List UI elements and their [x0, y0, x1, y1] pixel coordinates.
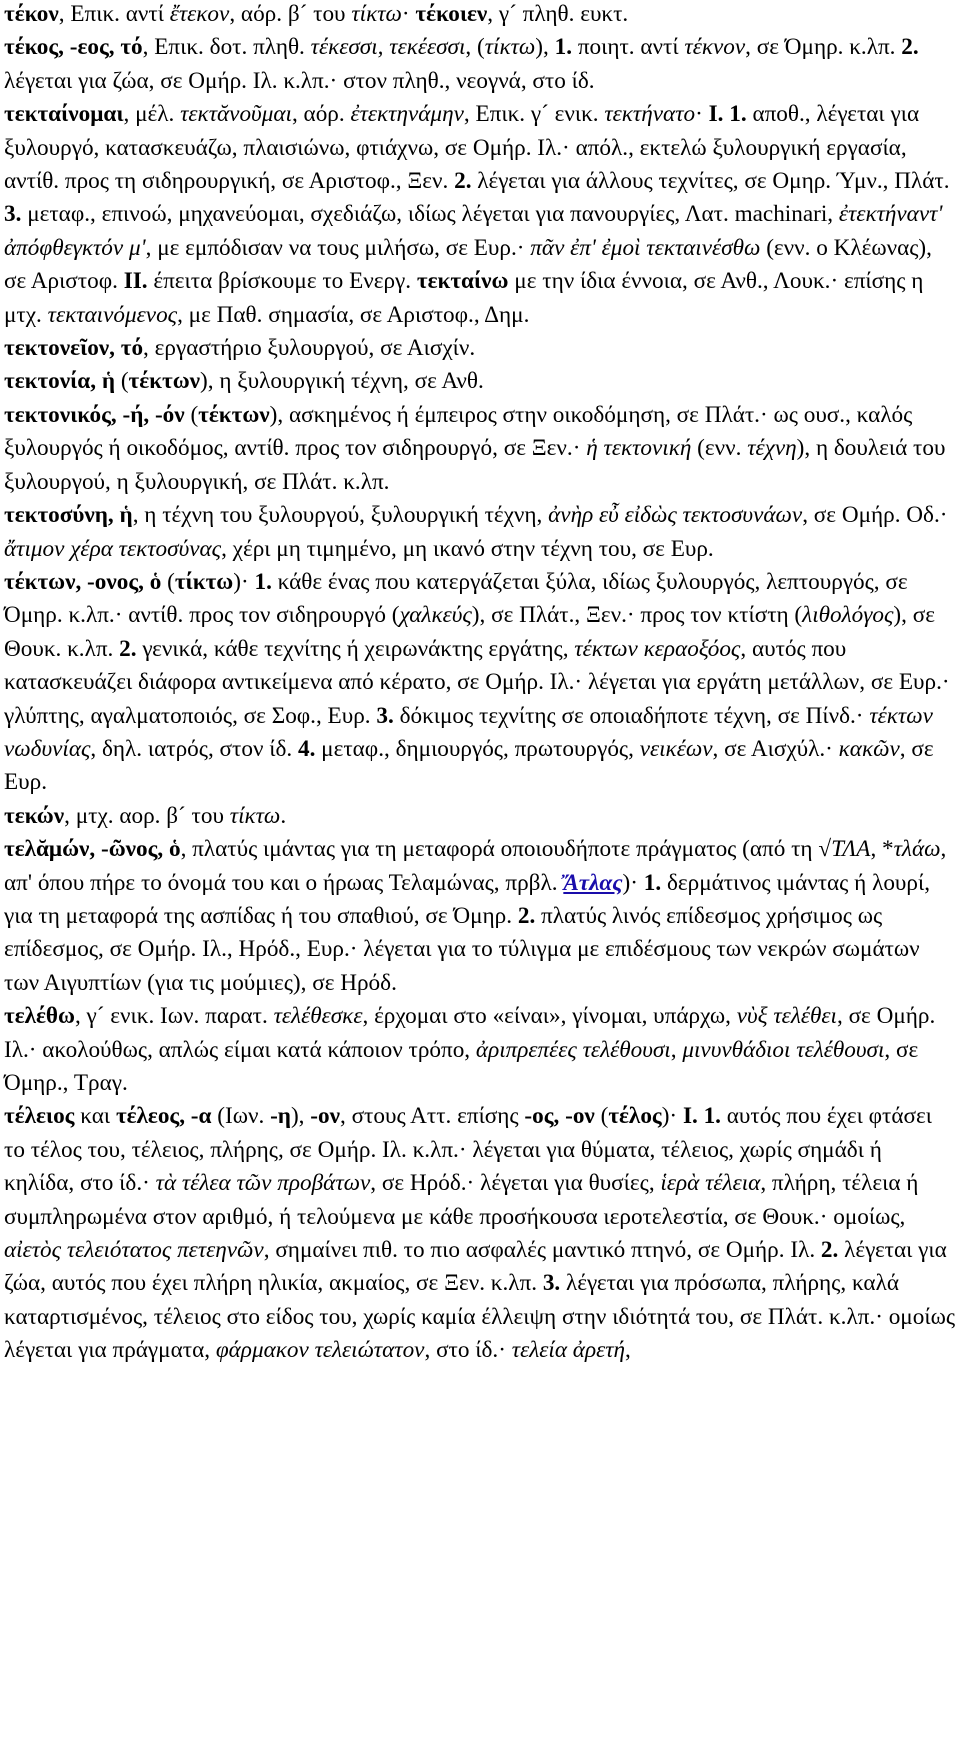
entry-text: ), σε Θουκ. κ.λπ. [4, 602, 935, 662]
entry-text: )· [661, 1103, 683, 1130]
bold-text: τεκτονεῖον, τό [4, 335, 144, 362]
dictionary-entry-tektonia [4, 365, 956, 398]
dictionary-entry-tektainomai [4, 98, 956, 332]
italic-text: τίκτω [484, 34, 536, 61]
entry-text: λέγεται για πρόσωπα, πλήρης, καλά καταρτισμένος, τέλειος στο είδος του, χωρίς καμία έλλειψη στην ιδιότητά του, σε Πλάτ. κ.λπ.· ομοίως λέγεται για πράγματα, [4, 1270, 956, 1364]
entry-text: , * [870, 836, 894, 863]
bold-text: -ον [310, 1103, 340, 1130]
italic-text: κακῶν [838, 735, 900, 762]
italic-text: πᾶν ἐπ' ἐμοὶ τεκταινέσθω [530, 234, 761, 261]
bold-text: τέκτων, -ονος, ὁ [4, 568, 162, 595]
bold-text: τέκτων [198, 401, 270, 428]
entry-text: ), ασκημένος ή έμπειρος στην οικοδόμηση, σε Πλάτ.· ως ουσ., καλός ξυλουργός ή οικοδόμος, αντίθ. προς τον σιδηρουργό, σε Ξεν.· [4, 401, 913, 462]
bold-text: τίκτω [174, 568, 234, 595]
bold-text: I. 1. [682, 1103, 721, 1130]
italic-text: τελέθεσκε [273, 1003, 363, 1030]
italic-text: λιθολόγος [802, 602, 894, 629]
entry-text: , Επικ. αντί [58, 1, 170, 27]
entry-text: πλατύς λινός επίδεσμος χρήσιμος ως επίδεσμος, σε Ομήρ. Ιλ., Ηρόδ., Ευρ.· λέγεται για το τύλιγμα με επιδέσμους των νεκρών σωμάτων των Αιγυπτίων (για τις μούμιες), σε Ηρόδ. [4, 902, 920, 996]
entry-text: με την ίδια έννοια, σε Ανθ., Λουκ.· επίσης η μτχ. [4, 268, 924, 328]
bold-text: 4. [297, 735, 316, 762]
entry-text: , σε Όμηρ., Τραγ. [4, 1036, 919, 1096]
entry-text: ), η ξυλουργική τέχνη, σε Ανθ. [200, 368, 484, 395]
entry-text: , αυτός που κατασκευάζει διάφορα αντικείμενα από κέρατο, σε Ομήρ. Ιλ.· λέγεται για εργάτη μετάλλων, σε Ευρ.· γλύπτης, αγαλματοποιός, σε Σοφ., Ευρ. [4, 635, 950, 729]
entry-text: , σε Ομήρ. Ιλ.· ακολούθως, απλώς είμαι κατά κάποιον τρόπο, [4, 1003, 936, 1063]
entry-text: ), [290, 1103, 311, 1130]
entry-text: , Επικ. γ´ ενικ. [463, 101, 605, 128]
entry-text: (Ιων. [211, 1103, 271, 1130]
italic-text: τεκτᾰνοῦμαι [180, 101, 292, 128]
italic-text: μινυνθάδιοι τελέθουσι [682, 1036, 885, 1063]
entry-text: μεταφ., δημιουργός, πρωτουργός, [315, 735, 640, 762]
bold-text: 1. [643, 869, 662, 896]
entry-text: , αόρ. β´ του [229, 1, 352, 27]
italic-text: ἡ τεκτονική [586, 435, 692, 462]
entry-text: ( [184, 401, 199, 428]
entry-text: . [280, 802, 287, 829]
entry-text: , πλατύς ιμάντας για τη μεταφορά οποιουδήποτε πράγματος (από τη √ [180, 836, 832, 863]
entry-text: , σε Ηρόδ.· λέγεται για θυσίες, [370, 1170, 661, 1197]
entry-text: )· [622, 869, 644, 896]
entry-text: )· [233, 568, 255, 595]
bold-text: II. [123, 268, 148, 295]
entry-text: ), [535, 34, 555, 61]
italic-text: τελεία ἀρετή [511, 1337, 626, 1364]
bold-text: 2. [119, 635, 137, 662]
bold-text: τέλος [608, 1103, 662, 1130]
bold-text: 2. [454, 168, 472, 195]
entry-text: , σε Όμηρ. κ.λπ. [745, 34, 902, 61]
entry-text: , στους Αττ. επίσης [339, 1103, 525, 1130]
entry-text: , σημαίνει πιθ. το πιο ασφαλές μαντικό πτηνό, σε Ομήρ. Ιλ. [263, 1237, 821, 1264]
entry-text: , με Παθ. σημασία, σε Αριστοφ., Δημ. [177, 301, 530, 328]
dictionary-entry-tekton [4, 566, 956, 800]
entry-text: , με εμπόδισαν να τους μιλήσω, σε Ευρ.· [145, 234, 531, 261]
italic-text: ἐτεκτηνάμην [350, 101, 464, 128]
dictionary-entry-tekon2 [4, 800, 956, 833]
bold-text: τελέθω [4, 1003, 75, 1030]
entry-text: , γ´ πληθ. ευκτ. [487, 1, 629, 27]
bold-text: I. 1. [708, 101, 747, 128]
italic-text: ἔτεκον [169, 1, 230, 27]
entry-text: λέγεται για ζώα, αυτός που έχει πλήρη ηλικία, ακμαίος, σε Ξεν. κ.λπ. [4, 1237, 947, 1297]
bold-text: τέλειος [4, 1103, 75, 1130]
italic-text: τλάω [893, 836, 941, 863]
dictionary-entry-tektosyne [4, 499, 956, 566]
entry-text: γενικά, κάθε τεχνίτης ή χειρωνάκτης εργάτης, [136, 635, 575, 662]
bold-text: 3. [4, 201, 22, 228]
italic-text: ἱερὰ τέλεια [660, 1170, 761, 1197]
bold-text: 1. [554, 34, 573, 61]
bold-text: τελᾰμών, -ῶνος, ὁ [4, 836, 181, 863]
entry-text: , αόρ. [291, 101, 351, 128]
entry-text: ( [594, 1103, 609, 1130]
italic-text: τίκτω [229, 802, 281, 829]
entry-text: ( [161, 568, 175, 595]
italic-text: φάρμακον τελειώτατον [215, 1337, 425, 1364]
entry-text: · [695, 101, 709, 128]
italic-text: ἀνὴρ εὖ εἰδὼς τεκτοσυνάων [548, 502, 803, 529]
bold-text: 2. [901, 34, 919, 61]
italic-text: τὰ τέλεα τῶν προβάτων [155, 1170, 371, 1197]
bold-text: τεκών [4, 802, 65, 829]
bold-text: τέλεος, -α [115, 1103, 212, 1130]
italic-text: ΤΛΑ [831, 836, 871, 863]
bold-text: 2. [820, 1237, 839, 1264]
entry-text: ποιητ. αντί [572, 34, 685, 61]
italic-text: ἀριπρεπέες τελέθουσι [475, 1036, 671, 1063]
bold-text: τέκοιεν [415, 1, 488, 27]
italic-text: τέχνη [747, 435, 797, 462]
entry-text: ( [115, 368, 129, 395]
bold-text: -ος, -ον [524, 1103, 595, 1130]
entry-text: (ενν. ο Κλέωνας), σε Αριστοφ. [4, 234, 932, 295]
entry-text: ), η δουλειά του ξυλουργού, η ξυλουργική, σε Πλάτ. κ.λπ. [4, 435, 946, 495]
entry-text: , εργαστήριο ξυλουργού, σε Αισχίν. [143, 335, 476, 362]
dictionary-entry-teleios [4, 1100, 956, 1367]
italic-text: χαλκεύς [399, 602, 472, 629]
entry-text: και [74, 1103, 116, 1130]
bold-text: τεκτονικός, -ή, -όν [4, 401, 185, 428]
entry-text: , απ' όπου πήρε το όνομά του και ο ήρωας Τελαμώνας, πρβλ. [4, 836, 947, 896]
bold-text: τέκτων [128, 368, 201, 395]
entry-text: · [401, 1, 416, 27]
entry-text: δερμάτινος ιμάντας ή λουρί, για τη μεταφορά της ασπίδας ή του σπαθιού, σε Όμηρ. [4, 869, 931, 929]
bold-text: τεκταίνομαι [4, 101, 124, 128]
italic-text: τεκταινόμενος [47, 301, 178, 328]
entry-text: , ( [465, 34, 485, 61]
italic-text: τεκτήνατο [604, 101, 696, 128]
bold-text: τεκτοσύνη, ἡ [4, 502, 133, 529]
entry-text: , χέρι μη τιμημένο, μη ικανό στην τέχνη του, σε Ευρ. [221, 535, 714, 562]
dictionary-entry-teletho [4, 1000, 956, 1100]
entry-text: , έρχομαι στο «είναι», γίνομαι, υπάρχω, [362, 1003, 737, 1030]
dictionary-entry-tektoneion [4, 332, 956, 365]
entry-text: , [670, 1036, 683, 1063]
italic-text: ἐτεκτήναντ' ἀπόφθεγκτόν μ' [4, 201, 943, 261]
entry-text: , γ´ ενικ. Ιων. παρατ. [74, 1003, 274, 1030]
entry-text: έπειτα βρίσκουμε το Ενεργ. [147, 268, 417, 295]
dictionary-entry-tekon [4, 0, 956, 31]
entry-text: , [625, 1337, 631, 1364]
bold-text: -η [270, 1103, 291, 1130]
bold-text: τέκον [4, 1, 59, 27]
entry-text: (ενν. [691, 435, 748, 462]
bold-text: τέκος, -εος, τό [4, 34, 143, 61]
dictionary-entry-telamon [4, 833, 956, 1000]
cross-reference-link[interactable]: Ἄτλας [563, 869, 623, 896]
entry-text: , δηλ. ιατρός, στον ίδ. [90, 735, 298, 762]
bold-text: τεκτονία, ἡ [4, 368, 116, 395]
entry-text: , μέλ. [123, 101, 181, 128]
entry-text: , σε Αισχύλ.· [712, 735, 839, 762]
entry-text: αυτός που έχει φτάσει το τέλος του, τέλειος, πλήρης, σε Ομήρ. Ιλ. κ.λπ.· λέγεται για θύματα, τέλειος, χωρίς σημάδι ή κηλίδα, στο ίδ.· [4, 1103, 932, 1197]
entry-text: λέγεται για άλλους τεχνίτες, σε Ομηρ. Ύμν., Πλάτ. [471, 168, 950, 195]
entry-text: , σε Ευρ. [4, 735, 934, 796]
italic-text: νεικέων [639, 735, 713, 762]
dictionary-entry-tektonikos [4, 399, 956, 499]
italic-text: αἰετὸς τελειότατος πετεηνῶν [4, 1237, 264, 1264]
italic-text: τέκτων νωδυνίας [4, 702, 933, 762]
entry-text: ), σε Πλάτ., Ξεν.· προς τον κτίστη ( [471, 602, 803, 629]
bold-text: 2. [517, 902, 536, 929]
entry-text: κάθε ένας που κατεργάζεται ξύλα, ιδίως ξυλουργός, λεπτουργός, σε Όμηρ. κ.λπ.· αντίθ. προς τον σιδηρουργό ( [4, 568, 908, 629]
italic-text: νὺξ τελέθει [736, 1003, 837, 1030]
entry-text: , Επικ. δοτ. πληθ. [142, 34, 311, 61]
entry-text: αποθ., λέγεται για ξυλουργό, κατασκευάζω, πλαισιώνω, φτιάχνω, σε Ομήρ. Ιλ.· απόλ., εκτελώ ξυλουργική εργασία, αντίθ. προς τη σιδηρουργική, σε Αριστοφ., Ξεν. [4, 101, 920, 195]
bold-text: τεκταίνω [416, 268, 509, 295]
entry-text: , η τέχνη του ξυλουργού, ξυλουργική τέχνη, [132, 502, 549, 529]
entry-text: , σε Ομήρ. Οδ.· [802, 502, 948, 529]
entry-text: μεταφ., επινοώ, μηχανεύομαι, σχεδιάζω, ιδίως λέγεται για πανουργίες, Λατ. machinari, [21, 201, 839, 228]
bold-text: 3. [376, 702, 394, 729]
italic-text: τίκτω [351, 1, 402, 27]
italic-text: τέκνον [684, 34, 746, 61]
bold-text: 1. [254, 568, 272, 595]
entry-text: , πλήρη, τέλεια ή συμπληρωμένα στον αριθμό, ή τελούμενα με κάθε προσήκουσα ιεροτελεστία, σε Θουκ.· ομοίως, [4, 1170, 919, 1230]
dictionary-entry-tekos [4, 31, 956, 98]
entry-text: , στο ίδ.· [424, 1337, 512, 1364]
italic-text: τέκτων κεραοξόος [574, 635, 741, 662]
entry-text: , μτχ. αορ. β´ του [64, 802, 230, 829]
entry-text: λέγεται για ζώα, σε Ομήρ. Ιλ. κ.λπ.· στον πληθ., νεογνά, στο ίδ. [4, 67, 595, 94]
italic-text: ἄτιμον χέρα τεκτοσύνας [4, 535, 222, 562]
italic-text: τέκεσσι, τεκέεσσι [310, 34, 466, 61]
bold-text: 3. [542, 1270, 561, 1297]
entry-text: δόκιμος τεχνίτης σε οποιαδήποτε τέχνη, σε Πίνδ.· [393, 702, 870, 729]
